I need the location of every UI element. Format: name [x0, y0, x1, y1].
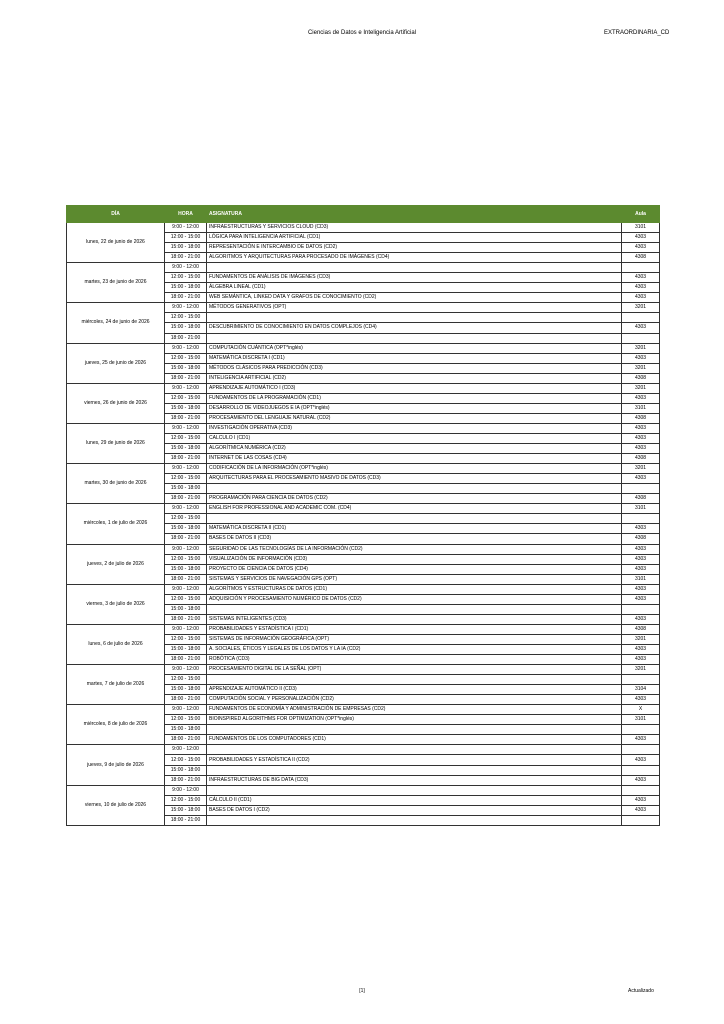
day-cell: martes, 7 de julio de 2026 — [67, 665, 165, 705]
column-header-hora: HORA — [165, 206, 207, 223]
time-cell: 12:00 - 15:00 — [165, 514, 207, 524]
room-cell: 4303 — [622, 423, 660, 433]
room-cell: 4303 — [622, 805, 660, 815]
subject-cell: INFRAESTRUCTURAS DE BIG DATA (CD3) — [207, 775, 622, 785]
subject-cell: BASES DE DATOS I (CD2) — [207, 805, 622, 815]
time-cell: 9:00 - 12:00 — [165, 745, 207, 755]
subject-cell — [207, 745, 622, 755]
room-cell: 4308 — [622, 624, 660, 634]
room-cell: 3201 — [622, 634, 660, 644]
subject-cell: MÉTODOS CLÁSICOS PARA PREDICCIÓN (CD3) — [207, 363, 622, 373]
updated-label: Actualizado — [628, 988, 654, 994]
subject-cell: APRENDIZAJE AUTOMÁTICO I (CD3) — [207, 383, 622, 393]
subject-cell — [207, 725, 622, 735]
subject-cell: COMPUTACIÓN CUÁNTICA (OPT*inglés) — [207, 343, 622, 353]
table-row — [67, 544, 660, 554]
subject-cell: SISTEMAS Y SERVICIOS DE NAVEGACIÓN GPS (OPT) — [207, 574, 622, 584]
room-cell: 4303 — [622, 614, 660, 624]
room-cell: 4308 — [622, 253, 660, 263]
room-cell: 4303 — [622, 323, 660, 333]
subject-cell: COMPUTACIÓN SOCIAL Y PERSONALIZACIÓN (CD2) — [207, 695, 622, 705]
subject-cell: FUNDAMENTOS DE LA PROGRAMACIÓN (CD1) — [207, 393, 622, 403]
subject-cell: ROBÓTICA (CD3) — [207, 655, 622, 665]
time-cell: 12:00 - 15:00 — [165, 795, 207, 805]
room-cell: 4303 — [622, 393, 660, 403]
table-row — [67, 665, 660, 675]
day-cell: lunes, 22 de junio de 2026 — [67, 223, 165, 263]
time-cell: 12:00 - 15:00 — [165, 433, 207, 443]
room-cell: 4303 — [622, 243, 660, 253]
subject-cell — [207, 785, 622, 795]
time-cell: 9:00 - 12:00 — [165, 705, 207, 715]
table-row — [67, 785, 660, 795]
room-cell — [622, 514, 660, 524]
subject-cell: MÉTODOS GENERATIVOS (OPT) — [207, 303, 622, 313]
subject-cell: SISTEMAS DE INFORMACIÓN GEOGRÁFICA (OPT) — [207, 634, 622, 644]
room-cell — [622, 313, 660, 323]
subject-cell — [207, 604, 622, 614]
room-cell — [622, 765, 660, 775]
time-cell: 9:00 - 12:00 — [165, 504, 207, 514]
time-cell: 12:00 - 15:00 — [165, 594, 207, 604]
time-cell: 9:00 - 12:00 — [165, 343, 207, 353]
time-cell: 18:00 - 21:00 — [165, 574, 207, 584]
subject-cell: INVESTIGACIÓN OPERATIVA (CD3) — [207, 423, 622, 433]
subject-cell: BIOINSPIRED ALGORITHMS FOR OPTIMIZATION (OPT*inglés) — [207, 715, 622, 725]
time-cell: 18:00 - 21:00 — [165, 695, 207, 705]
column-header-dia: DÍA — [67, 206, 165, 223]
room-cell: 4303 — [622, 474, 660, 484]
subject-cell: MATEMÁTICA DISCRETA II (CD1) — [207, 524, 622, 534]
subject-cell: REPRESENTACIÓN E INTERCAMBIO DE DATOS (CD2) — [207, 243, 622, 253]
subject-cell — [207, 514, 622, 524]
time-cell: 9:00 - 12:00 — [165, 303, 207, 313]
subject-cell: ALGORÍTMICA NUMÉRICA (CD2) — [207, 444, 622, 454]
room-cell: 4303 — [622, 695, 660, 705]
subject-cell: SEGURIDAD DE LAS TECNOLOGÍAS DE LA INFORMACIÓN (CD2) — [207, 544, 622, 554]
subject-cell: ENGLISH FOR PROFESSIONAL AND ACADEMIC COM. (CD4) — [207, 504, 622, 514]
time-cell: 15:00 - 18:00 — [165, 725, 207, 735]
room-cell: 4303 — [622, 353, 660, 363]
time-cell: 9:00 - 12:00 — [165, 584, 207, 594]
room-cell: 4308 — [622, 534, 660, 544]
schedule-body — [67, 223, 660, 826]
day-cell: viernes, 10 de julio de 2026 — [67, 785, 165, 825]
page-number: [1] — [359, 988, 365, 994]
room-cell: 3201 — [622, 383, 660, 393]
room-cell: 4308 — [622, 494, 660, 504]
time-cell: 12:00 - 15:00 — [165, 353, 207, 363]
subject-cell: FUNDAMENTOS DE ECONOMÍA Y ADMINISTRACIÓN DE EMPRESAS (CD2) — [207, 705, 622, 715]
subject-cell: CÁLCULO II (CD1) — [207, 795, 622, 805]
subject-cell: ALGORITMOS Y ARQUITECTURAS PARA PROCESADO DE IMÁGENES (CD4) — [207, 253, 622, 263]
room-cell: 3104 — [622, 685, 660, 695]
subject-cell: PROBABILIDADES Y ESTADÍSTICA I (CD1) — [207, 624, 622, 634]
room-cell: 4303 — [622, 524, 660, 534]
day-cell: lunes, 29 de junio de 2026 — [67, 423, 165, 463]
time-cell: 12:00 - 15:00 — [165, 715, 207, 725]
room-cell: 4308 — [622, 413, 660, 423]
room-cell: 4308 — [622, 373, 660, 383]
table-row — [67, 303, 660, 313]
subject-cell: ÁLGEBRA LINEAL (CD1) — [207, 283, 622, 293]
subject-cell: MATEMÁTICA DISCRETA I (CD1) — [207, 353, 622, 363]
time-cell: 12:00 - 15:00 — [165, 675, 207, 685]
time-cell: 9:00 - 12:00 — [165, 624, 207, 634]
subject-cell: SISTEMAS INTELIGENTES (CD3) — [207, 614, 622, 624]
table-row — [67, 584, 660, 594]
day-cell: miércoles, 24 de junio de 2026 — [67, 303, 165, 343]
time-cell: 9:00 - 12:00 — [165, 223, 207, 233]
time-cell: 12:00 - 15:00 — [165, 474, 207, 484]
time-cell: 15:00 - 18:00 — [165, 564, 207, 574]
time-cell: 18:00 - 21:00 — [165, 494, 207, 504]
subject-cell: VISUALIZACIÓN DE INFORMACIÓN (CD3) — [207, 554, 622, 564]
subject-cell — [207, 263, 622, 273]
room-cell: X — [622, 705, 660, 715]
room-cell: 4303 — [622, 775, 660, 785]
subject-cell: APRENDIZAJE AUTOMÁTICO II (CD3) — [207, 685, 622, 695]
time-cell: 12:00 - 15:00 — [165, 755, 207, 765]
subject-cell: PROYECTO DE CIENCIA DE DATOS (CD4) — [207, 564, 622, 574]
day-cell: jueves, 9 de julio de 2026 — [67, 745, 165, 785]
exam-schedule-table — [66, 205, 660, 826]
time-cell: 15:00 - 18:00 — [165, 403, 207, 413]
room-cell — [622, 785, 660, 795]
table-row — [67, 343, 660, 353]
time-cell: 15:00 - 18:00 — [165, 243, 207, 253]
room-cell — [622, 745, 660, 755]
subject-cell — [207, 815, 622, 825]
subject-cell — [207, 675, 622, 685]
table-row — [67, 624, 660, 634]
room-cell: 4303 — [622, 444, 660, 454]
room-cell: 4303 — [622, 755, 660, 765]
room-cell: 4303 — [622, 594, 660, 604]
time-cell: 18:00 - 21:00 — [165, 253, 207, 263]
time-cell: 15:00 - 18:00 — [165, 484, 207, 494]
room-cell: 3201 — [622, 665, 660, 675]
time-cell: 9:00 - 12:00 — [165, 383, 207, 393]
room-cell: 4303 — [622, 283, 660, 293]
room-cell: 3101 — [622, 574, 660, 584]
room-cell: 3201 — [622, 464, 660, 474]
room-cell: 4303 — [622, 293, 660, 303]
subject-cell: DESCUBRIMIENTO DE CONOCIMIENTO EN DATOS COMPLEJOS (CD4) — [207, 323, 622, 333]
time-cell: 9:00 - 12:00 — [165, 785, 207, 795]
room-cell: 4308 — [622, 454, 660, 464]
room-cell: 3101 — [622, 504, 660, 514]
day-cell: miércoles, 8 de julio de 2026 — [67, 705, 165, 745]
day-cell: jueves, 25 de junio de 2026 — [67, 343, 165, 383]
time-cell: 15:00 - 18:00 — [165, 604, 207, 614]
time-cell: 12:00 - 15:00 — [165, 313, 207, 323]
room-cell: 3201 — [622, 343, 660, 353]
time-cell: 12:00 - 15:00 — [165, 634, 207, 644]
time-cell: 9:00 - 12:00 — [165, 665, 207, 675]
table-row — [67, 263, 660, 273]
subject-cell — [207, 313, 622, 323]
room-cell: 4303 — [622, 795, 660, 805]
subject-cell: DESARROLLO DE VIDEOJUEGOS E IA (OPT*inglés) — [207, 403, 622, 413]
subject-cell — [207, 484, 622, 494]
subject-cell: ARQUITECTURAS PARA EL PROCESAMIENTO MASIVO DE DATOS (CD3) — [207, 474, 622, 484]
table-header-row — [67, 206, 660, 223]
subject-cell: PROCESAMIENTO DEL LENGUAJE NATURAL (CD2) — [207, 413, 622, 423]
day-cell: martes, 30 de junio de 2026 — [67, 464, 165, 504]
time-cell: 12:00 - 15:00 — [165, 233, 207, 243]
time-cell: 12:00 - 15:00 — [165, 393, 207, 403]
time-cell: 18:00 - 21:00 — [165, 735, 207, 745]
column-header-aula: Aula — [622, 206, 660, 223]
room-cell — [622, 604, 660, 614]
time-cell: 12:00 - 15:00 — [165, 273, 207, 283]
subject-cell: A. SOCIALES, ÉTICOS Y LEGALES DE LOS DATOS Y LA IA (CD2) — [207, 644, 622, 654]
time-cell: 18:00 - 21:00 — [165, 413, 207, 423]
time-cell: 18:00 - 21:00 — [165, 373, 207, 383]
subject-cell: PROGRAMACIÓN PARA CIENCIA DE DATOS (CD2) — [207, 494, 622, 504]
time-cell: 15:00 - 18:00 — [165, 805, 207, 815]
time-cell: 18:00 - 21:00 — [165, 333, 207, 343]
day-cell: martes, 23 de junio de 2026 — [67, 263, 165, 303]
time-cell: 9:00 - 12:00 — [165, 464, 207, 474]
document-code: EXTRAORDINARIA_CD — [604, 30, 670, 36]
subject-cell: BASES DE DATOS II (CD3) — [207, 534, 622, 544]
room-cell — [622, 725, 660, 735]
time-cell: 15:00 - 18:00 — [165, 644, 207, 654]
time-cell: 18:00 - 21:00 — [165, 815, 207, 825]
room-cell — [622, 815, 660, 825]
time-cell: 15:00 - 18:00 — [165, 283, 207, 293]
table-row — [67, 504, 660, 514]
time-cell: 15:00 - 18:00 — [165, 444, 207, 454]
room-cell: 4303 — [622, 735, 660, 745]
time-cell: 18:00 - 21:00 — [165, 534, 207, 544]
time-cell: 15:00 - 18:00 — [165, 363, 207, 373]
room-cell: 3201 — [622, 303, 660, 313]
table-row — [67, 223, 660, 233]
subject-cell: ADQUISICIÓN Y PROCESAMIENTO NUMÉRICO DE DATOS (CD2) — [207, 594, 622, 604]
table-row — [67, 705, 660, 715]
table-row — [67, 383, 660, 393]
time-cell: 15:00 - 18:00 — [165, 685, 207, 695]
subject-cell: INTELIGENCIA ARTIFICIAL (CD2) — [207, 373, 622, 383]
subject-cell: LÓGICA PARA INTELIGENCIA ARTIFICIAL (CD1) — [207, 233, 622, 243]
time-cell: 18:00 - 21:00 — [165, 614, 207, 624]
subject-cell: ALGORÍTMOS Y ESTRUCTURAS DE DATOS (CD1) — [207, 584, 622, 594]
room-cell: 4303 — [622, 655, 660, 665]
room-cell: 3101 — [622, 403, 660, 413]
day-cell: viernes, 26 de junio de 2026 — [67, 383, 165, 423]
subject-cell: INFRAESTRUCTURAS Y SERVICIOS CLOUD (CD3) — [207, 223, 622, 233]
time-cell: 18:00 - 21:00 — [165, 775, 207, 785]
document-title: Ciencias de Datos e Inteligencia Artificial — [307, 30, 417, 36]
time-cell: 18:00 - 21:00 — [165, 655, 207, 665]
subject-cell: FUNDAMENTOS DE ANÁLISIS DE IMÁGENES (CD3) — [207, 273, 622, 283]
room-cell: 4303 — [622, 433, 660, 443]
room-cell: 4303 — [622, 644, 660, 654]
room-cell: 4303 — [622, 564, 660, 574]
room-cell: 4303 — [622, 273, 660, 283]
subject-cell: WEB SEMÁNTICA, LINKED DATA Y GRAFOS DE CONOCIMIENTO (CD2) — [207, 293, 622, 303]
subject-cell: FUNDAMENTOS DE LOS COMPUTADORES (CD1) — [207, 735, 622, 745]
room-cell — [622, 484, 660, 494]
subject-cell: PROBABILIDADES Y ESTADÍSTICA II (CD2) — [207, 755, 622, 765]
room-cell: 3101 — [622, 223, 660, 233]
day-cell: jueves, 2 de julio de 2026 — [67, 544, 165, 584]
time-cell: 9:00 - 12:00 — [165, 263, 207, 273]
subject-cell — [207, 333, 622, 343]
day-cell: miércoles, 1 de julio de 2026 — [67, 504, 165, 544]
time-cell: 18:00 - 21:00 — [165, 293, 207, 303]
time-cell: 15:00 - 18:00 — [165, 524, 207, 534]
table-row — [67, 745, 660, 755]
time-cell: 18:00 - 21:00 — [165, 454, 207, 464]
column-header-asignatura: ASIGNATURA — [207, 206, 622, 223]
room-cell: 4303 — [622, 544, 660, 554]
room-cell: 4303 — [622, 554, 660, 564]
time-cell: 15:00 - 18:00 — [165, 765, 207, 775]
subject-cell: INTERNET DE LAS COSAS (CD4) — [207, 454, 622, 464]
room-cell — [622, 675, 660, 685]
time-cell: 9:00 - 12:00 — [165, 544, 207, 554]
day-cell: lunes, 6 de julio de 2026 — [67, 624, 165, 664]
subject-cell: CODIFICACIÓN DE LA INFORMACIÓN (OPT*inglés) — [207, 464, 622, 474]
subject-cell — [207, 765, 622, 775]
table-row — [67, 464, 660, 474]
day-cell: viernes, 3 de julio de 2026 — [67, 584, 165, 624]
room-cell: 4303 — [622, 233, 660, 243]
subject-cell: PROCESAMIENTO DIGITAL DE LA SEÑAL (OPT) — [207, 665, 622, 675]
room-cell: 3101 — [622, 715, 660, 725]
room-cell — [622, 263, 660, 273]
time-cell: 9:00 - 12:00 — [165, 423, 207, 433]
time-cell: 15:00 - 18:00 — [165, 323, 207, 333]
table-row — [67, 423, 660, 433]
room-cell: 4303 — [622, 584, 660, 594]
room-cell — [622, 333, 660, 343]
subject-cell: CALCULO I (CD1) — [207, 433, 622, 443]
time-cell: 12:00 - 15:00 — [165, 554, 207, 564]
room-cell: 3201 — [622, 363, 660, 373]
